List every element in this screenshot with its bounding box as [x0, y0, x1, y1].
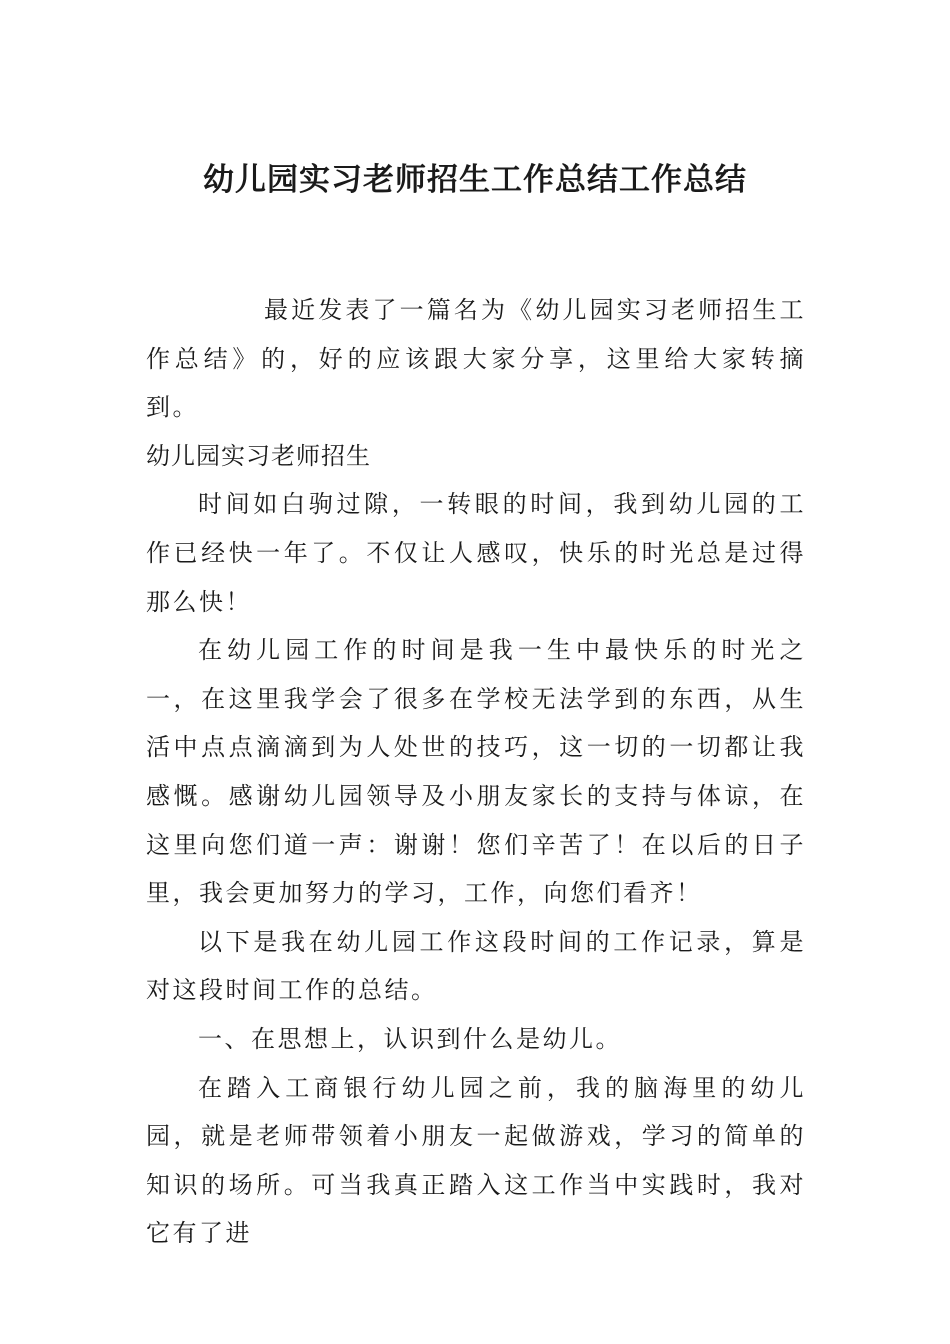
document-title: 幼儿园实习老师招生工作总结工作总结	[203, 162, 747, 198]
body-paragraph: 以下是我在幼儿园工作这段时间的工作记录，算是对这段时间工作的总结。	[146, 927, 806, 1005]
body-paragraph: 在幼儿园工作的时间是我一生中最快乐的时光之一，在这里我学会了很多在学校无法学到的东西，从生活中点点滴滴到为人处世的技巧，这一切的一切都让我感慨。感谢幼儿园领导及小朋友家长的支持与体谅，在这里向您们道一声：谢谢！您们辛苦了！在以后的日子里，我会更加努力的学习，工作，向您们看齐！	[146, 636, 806, 908]
document-body	[146, 286, 806, 1258]
body-paragraph: 时间如白驹过隙，一转眼的时间，我到幼儿园的工作已经快一年了。不仅让人感叹，快乐的时光总是过得那么快！	[146, 490, 806, 616]
intro-paragraph: 最近发表了一篇名为《幼儿园实习老师招生工作总结》的，好的应该跟大家分享，这里给大家转摘到。	[146, 296, 806, 422]
body-paragraph: 在踏入工商银行幼儿园之前，我的脑海里的幼儿园，就是老师带领着小朋友一起做游戏，学习的简单的知识的场所。可当我真正踏入这工作当中实践时，我对它有了进	[146, 1073, 806, 1248]
subsection-heading: 一、在思想上，认识到什么是幼儿。	[198, 1024, 622, 1053]
section-heading: 幼儿园实习老师招生	[146, 441, 371, 470]
